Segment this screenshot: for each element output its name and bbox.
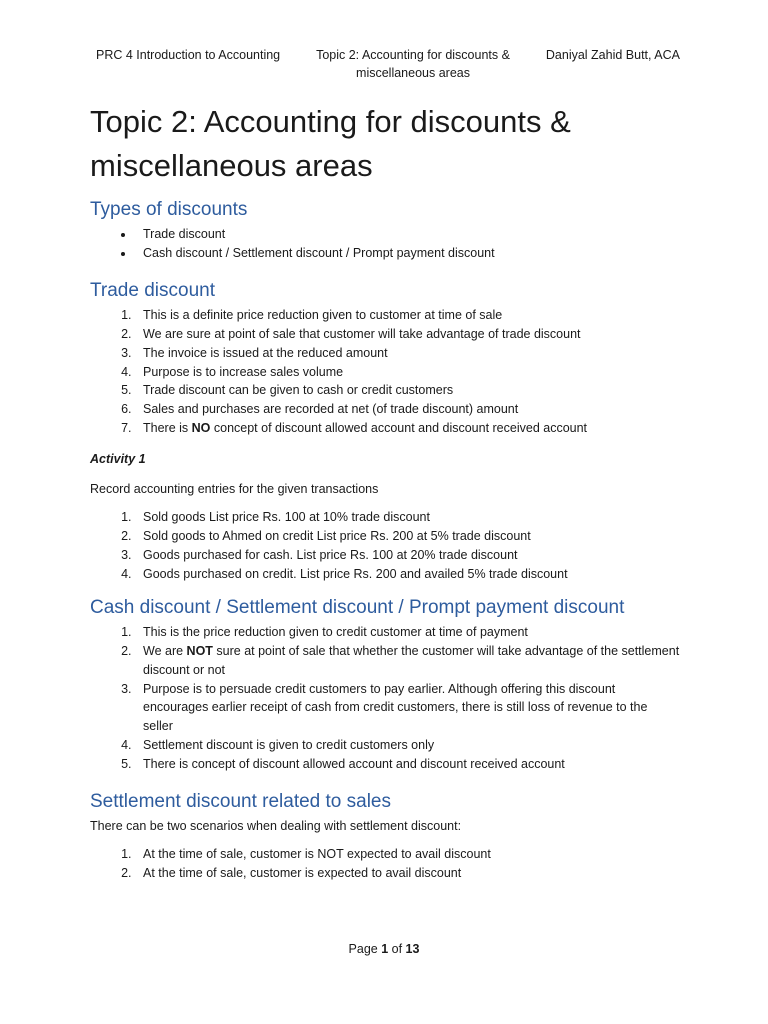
- header-topic-line2: miscellaneous areas: [356, 66, 470, 80]
- page-total: 13: [405, 942, 420, 956]
- header-topic-line1: Topic 2: Accounting for discounts &: [316, 48, 510, 62]
- list-item: 1. Sold goods List price Rs. 100 at 10% trade discount: [135, 508, 680, 527]
- list-item: 2. At the time of sale, customer is expected to avail discount: [135, 864, 680, 883]
- activity-label: Activity 1: [90, 452, 146, 467]
- list-item: [135, 419, 680, 438]
- heading-types-of-discounts: Types of discounts: [90, 199, 248, 220]
- list-item: 3. The invoice is issued at the reduced amount: [135, 344, 680, 363]
- footer-text: of: [388, 942, 406, 956]
- list-item: 4. Purpose is to increase sales volume: [135, 363, 680, 382]
- list-item: 4. Goods purchased on credit. List price Rs. 200 and availed 5% trade discount: [135, 565, 680, 584]
- settlement-intro: There can be two scenarios when dealing with settlement discount:: [90, 819, 462, 834]
- text-run: concept of discount allowed account and discount received account: [210, 421, 588, 436]
- activity-intro: Record accounting entries for the given transactions: [90, 482, 379, 497]
- list-item: 1. This is the price reduction given to credit customer at time of payment: [135, 623, 680, 642]
- footer-text: Page: [348, 942, 382, 956]
- trade-list: [90, 306, 680, 438]
- list-item: • Trade discount: [135, 225, 680, 244]
- page-header: [96, 46, 680, 82]
- text-run: We are: [143, 643, 187, 658]
- list-item: 5. There is concept of discount allowed account and discount received account: [135, 755, 680, 774]
- list-item: 6. Sales and purchases are recorded at net (of trade discount) amount: [135, 400, 680, 419]
- header-topic: [316, 46, 510, 82]
- emphasis-no: NO: [191, 421, 211, 436]
- cash-list: [90, 623, 680, 774]
- list-item: 2. We are sure at point of sale that customer will take advantage of trade discount: [135, 325, 680, 344]
- heading-trade-discount: Trade discount: [90, 279, 215, 301]
- list-item: 1. This is a definite price reduction given to customer at time of sale: [135, 306, 680, 325]
- list-item: 3. Goods purchased for cash. List price Rs. 100 at 20% trade discount: [135, 546, 680, 565]
- list-item: 5. Trade discount can be given to cash or credit customers: [135, 381, 680, 400]
- list-item: 3. Purpose is to persuade credit customers to pay earlier. Although offering this discount encourages earlier receipt of cash from credit customers, there is still loss of revenue to the seller: [135, 680, 680, 737]
- text-run: There is: [143, 421, 192, 436]
- heading-cash-discount: Cash discount / Settlement discount / Prompt payment discount: [90, 596, 625, 618]
- settlement-list: [90, 845, 680, 883]
- list-item: 4. Settlement discount is given to credit customers only: [135, 736, 680, 755]
- list-item: 2. Sold goods to Ahmed on credit List price Rs. 200 at 5% trade discount: [135, 527, 680, 546]
- types-list: [90, 225, 680, 263]
- activity-list: [90, 508, 680, 584]
- emphasis-not: NOT: [186, 643, 213, 658]
- page-footer: [0, 942, 768, 956]
- page-title: Topic 2: Accounting for discounts & miscellaneous areas: [90, 104, 571, 183]
- header-course: PRC 4 Introduction to Accounting: [96, 48, 281, 62]
- list-item: 1. At the time of sale, customer is NOT expected to avail discount: [135, 845, 680, 864]
- heading-settlement-sales: Settlement discount related to sales: [90, 791, 392, 813]
- page-number: 1: [381, 942, 389, 956]
- list-item: [135, 642, 680, 680]
- document-body: [90, 100, 680, 883]
- list-item: • Cash discount / Settlement discount / Prompt payment discount: [135, 244, 680, 263]
- text-run: sure at point of sale that whether the customer will take advantage of the settlement discount or not: [143, 643, 680, 677]
- header-author: Daniyal Zahid Butt, ACA: [545, 48, 680, 62]
